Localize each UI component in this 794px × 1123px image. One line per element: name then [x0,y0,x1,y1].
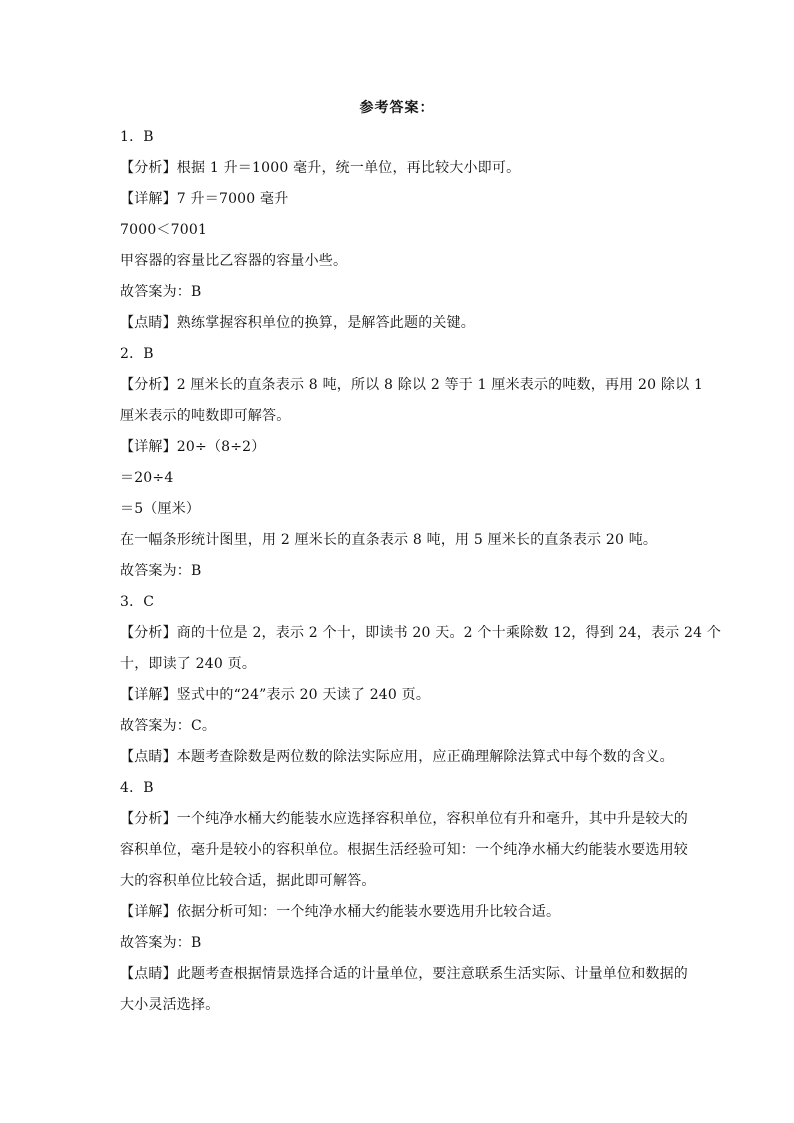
answer-line: 【分析】一个纯净水桶大约能装水应选择容积单位，容积单位有升和毫升，其中升是较大的 [120,811,688,827]
answer-line: 【分析】商的十位是 2，表示 2 个十，即读书 20 天。2 个十乘除数 12，得到 24，表示 24 个 [120,625,722,641]
answer-line: 7000＜7001 [120,222,208,238]
answer-line: 大小灵活选择。 [120,997,220,1013]
answer-line: 容积单位，毫升是较小的容积单位。根据生活经验可知：一个纯净水桶大约能装水要选用较 [120,842,688,858]
answer-line: 【分析】2 厘米长的直条表示 8 吨，所以 8 除以 2 等于 1 厘米表示的吨数，再用 20 除以 1 [120,377,704,393]
answer-line: 3．C [120,594,155,610]
answer-line: 厘米表示的吨数即可解答。 [120,408,291,424]
answer-line: 大的容积单位比较合适，据此即可解答。 [120,873,376,889]
answer-line: 【点睛】本题考查除数是两位数的除法实际应用，应正确理解除法算式中每个数的含义。 [120,749,674,765]
answer-line: ＝5（厘米） [120,501,201,517]
answer-content [120,122,722,1021]
answer-line: 在一幅条形统计图里，用 2 厘米长的直条表示 8 吨，用 5 厘米长的直条表示 20 吨。 [120,532,658,548]
answer-line: 【详解】依据分析可知：一个纯净水桶大约能装水要选用升比较合适。 [120,904,561,920]
answer-line: 【点睛】熟练掌握容积单位的换算，是解答此题的关键。 [120,315,475,331]
answer-line: 故答案为：B [120,935,202,951]
answer-line: 故答案为：C。 [120,718,217,734]
answer-line: 1．B [120,129,154,145]
answer-line: 【分析】根据 1 升＝1000 毫升，统一单位，再比较大小即可。 [120,160,521,176]
answer-line: ＝20÷4 [120,470,174,486]
answer-line: 故答案为：B [120,284,202,300]
answer-line: 故答案为：B [120,563,202,579]
answer-line: 4．B [120,780,154,796]
answer-line: 2．B [120,346,154,362]
answer-line: 十，即读了 240 页。 [120,656,257,672]
answer-line: 【详解】7 升＝7000 毫升 [120,191,289,207]
answer-line: 【点睛】此题考查根据情景选择合适的计量单位，要注意联系生活实际、计量单位和数据的 [120,966,688,982]
answer-line: 【详解】竖式中的“24”表示 20 天读了 240 页。 [120,687,431,703]
answer-key-title: 参考答案： [359,100,435,116]
answer-line: 【详解】20÷（8÷2） [120,439,266,455]
answer-line: 甲容器的容量比乙容器的容量小些。 [120,253,348,269]
